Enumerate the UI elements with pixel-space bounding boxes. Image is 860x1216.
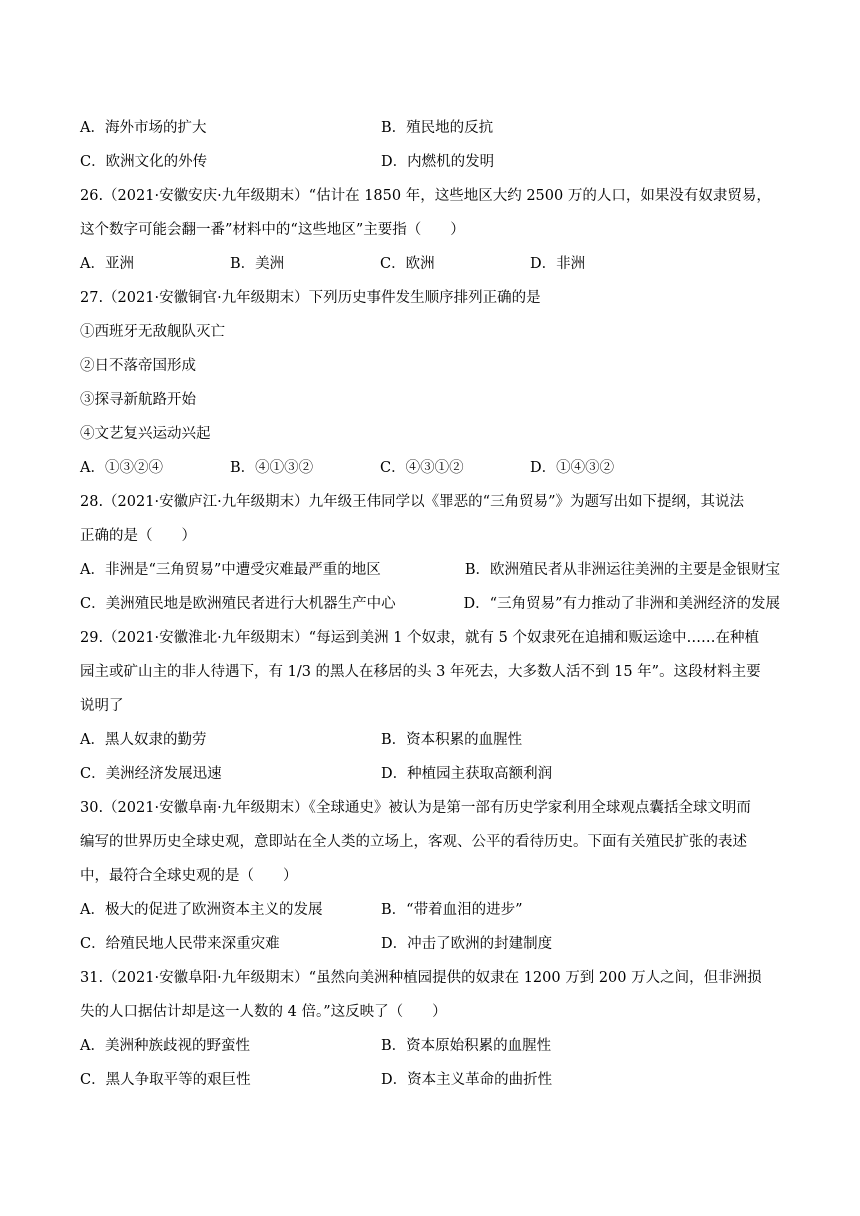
question-stem: 29.（2021·安徽淮北·九年级期末）“每运到美洲 1 个奴隶，就有 5 个奴隶死在追捕和贩运途中……在种植 xyxy=(80,630,759,646)
option-d[interactable]: D．非洲 xyxy=(530,256,586,272)
option-d[interactable]: D．“三角贸易”有力推动了非洲和美洲经济的发展 xyxy=(463,596,780,612)
option-d[interactable]: D．内燃机的发明 xyxy=(381,154,495,170)
option-d[interactable]: D．冲击了欧洲的封建制度 xyxy=(381,936,553,952)
question-30 xyxy=(80,798,780,954)
sequence-item: ①西班牙无敌舰队灭亡 xyxy=(80,324,225,340)
question-stem: 编写的世界历史全球史观，意即站在全人类的立场上，客观、公平的看待历史。下面有关殖民扩张的表述 xyxy=(80,834,747,850)
option-a[interactable]: A．非洲是“三角贸易”中遭受灾难最严重的地区 xyxy=(80,562,381,578)
option-a[interactable]: A．极大的促进了欧洲资本主义的发展 xyxy=(80,902,323,918)
option-b[interactable]: B．资本积累的血腥性 xyxy=(381,732,523,748)
exam-page xyxy=(80,118,780,1104)
option-b[interactable]: B．资本原始积累的血腥性 xyxy=(381,1038,552,1054)
option-b[interactable]: B．美洲 xyxy=(230,256,285,272)
option-c[interactable]: C．美洲殖民地是欧洲殖民者进行大机器生产中心 xyxy=(80,596,396,612)
question-stem: 说明了 xyxy=(80,698,124,714)
option-d[interactable]: D．资本主义革命的曲折性 xyxy=(381,1072,553,1088)
option-d[interactable]: D．种植园主获取高额利润 xyxy=(381,766,553,782)
question-stem: 27.（2021·安徽铜官·九年级期末）下列历史事件发生顺序排列正确的是 xyxy=(80,290,541,306)
question-stem: 中，最符合全球史观的是（ ） xyxy=(80,868,298,884)
question-25-options xyxy=(80,118,780,172)
question-29 xyxy=(80,628,780,784)
sequence-item: ④文艺复兴运动兴起 xyxy=(80,426,211,442)
option-c[interactable]: C．欧洲 xyxy=(380,256,435,272)
question-31 xyxy=(80,968,780,1090)
option-a[interactable]: A．美洲种族歧视的野蛮性 xyxy=(80,1038,250,1054)
option-b[interactable]: B．“带着血泪的进步” xyxy=(381,902,523,918)
question-stem: 31.（2021·安徽阜阳·九年级期末）“虽然向美洲种植园提供的奴隶在 1200 万到 200 万人之间，但非洲损 xyxy=(80,970,762,986)
sequence-item: ②日不落帝国形成 xyxy=(80,358,196,374)
question-27 xyxy=(80,288,780,478)
option-d[interactable]: D．①④③② xyxy=(530,460,615,476)
question-stem: 28.（2021·安徽庐江·九年级期末）九年级王伟同学以《罪恶的“三角贸易”》为题写出如下提纲，其说法 xyxy=(80,494,745,510)
question-stem: 26.（2021·安徽安庆·九年级期末）“估计在 1850 年，这些地区大约 2500 万的人口，如果没有奴隶贸易， xyxy=(80,188,771,204)
option-b[interactable]: B．④①③② xyxy=(230,460,314,476)
option-a[interactable]: A．海外市场的扩大 xyxy=(80,120,207,136)
option-c[interactable]: C．美洲经济发展迅速 xyxy=(80,766,222,782)
sequence-item: ③探寻新航路开始 xyxy=(80,392,196,408)
option-c[interactable]: C．④③①② xyxy=(380,460,464,476)
option-c[interactable]: C．给殖民地人民带来深重灾难 xyxy=(80,936,280,952)
option-b[interactable]: B．殖民地的反抗 xyxy=(381,120,494,136)
option-b[interactable]: B．欧洲殖民者从非洲运往美洲的主要是金银财宝 xyxy=(464,562,780,578)
question-stem: 失的人口据估计却是这一人数的 4 倍。”这反映了（ ） xyxy=(80,1004,447,1020)
question-stem: 园主或矿山主的非人待遇下，有 1/3 的黑人在移居的头 3 年死去，大多数人活不到 15 年”。这段材料主要 xyxy=(80,664,761,680)
option-a[interactable]: A．①③②④ xyxy=(80,460,163,476)
option-c[interactable]: C．欧洲文化的外传 xyxy=(80,154,208,170)
question-28 xyxy=(80,492,780,614)
question-stem: 30.（2021·安徽阜南·九年级期末）《全球通史》被认为是第一部有历史学家利用全球观点囊括全球文明而 xyxy=(80,800,751,816)
question-stem: 这个数字可能会翻一番”材料中的“这些地区”主要指（ ） xyxy=(80,222,465,238)
option-a[interactable]: A．亚洲 xyxy=(80,256,134,272)
question-26 xyxy=(80,186,780,274)
question-stem: 正确的是（ ） xyxy=(80,528,196,544)
option-a[interactable]: A．黑人奴隶的勤劳 xyxy=(80,732,207,748)
option-c[interactable]: C．黑人争取平等的艰巨性 xyxy=(80,1072,251,1088)
